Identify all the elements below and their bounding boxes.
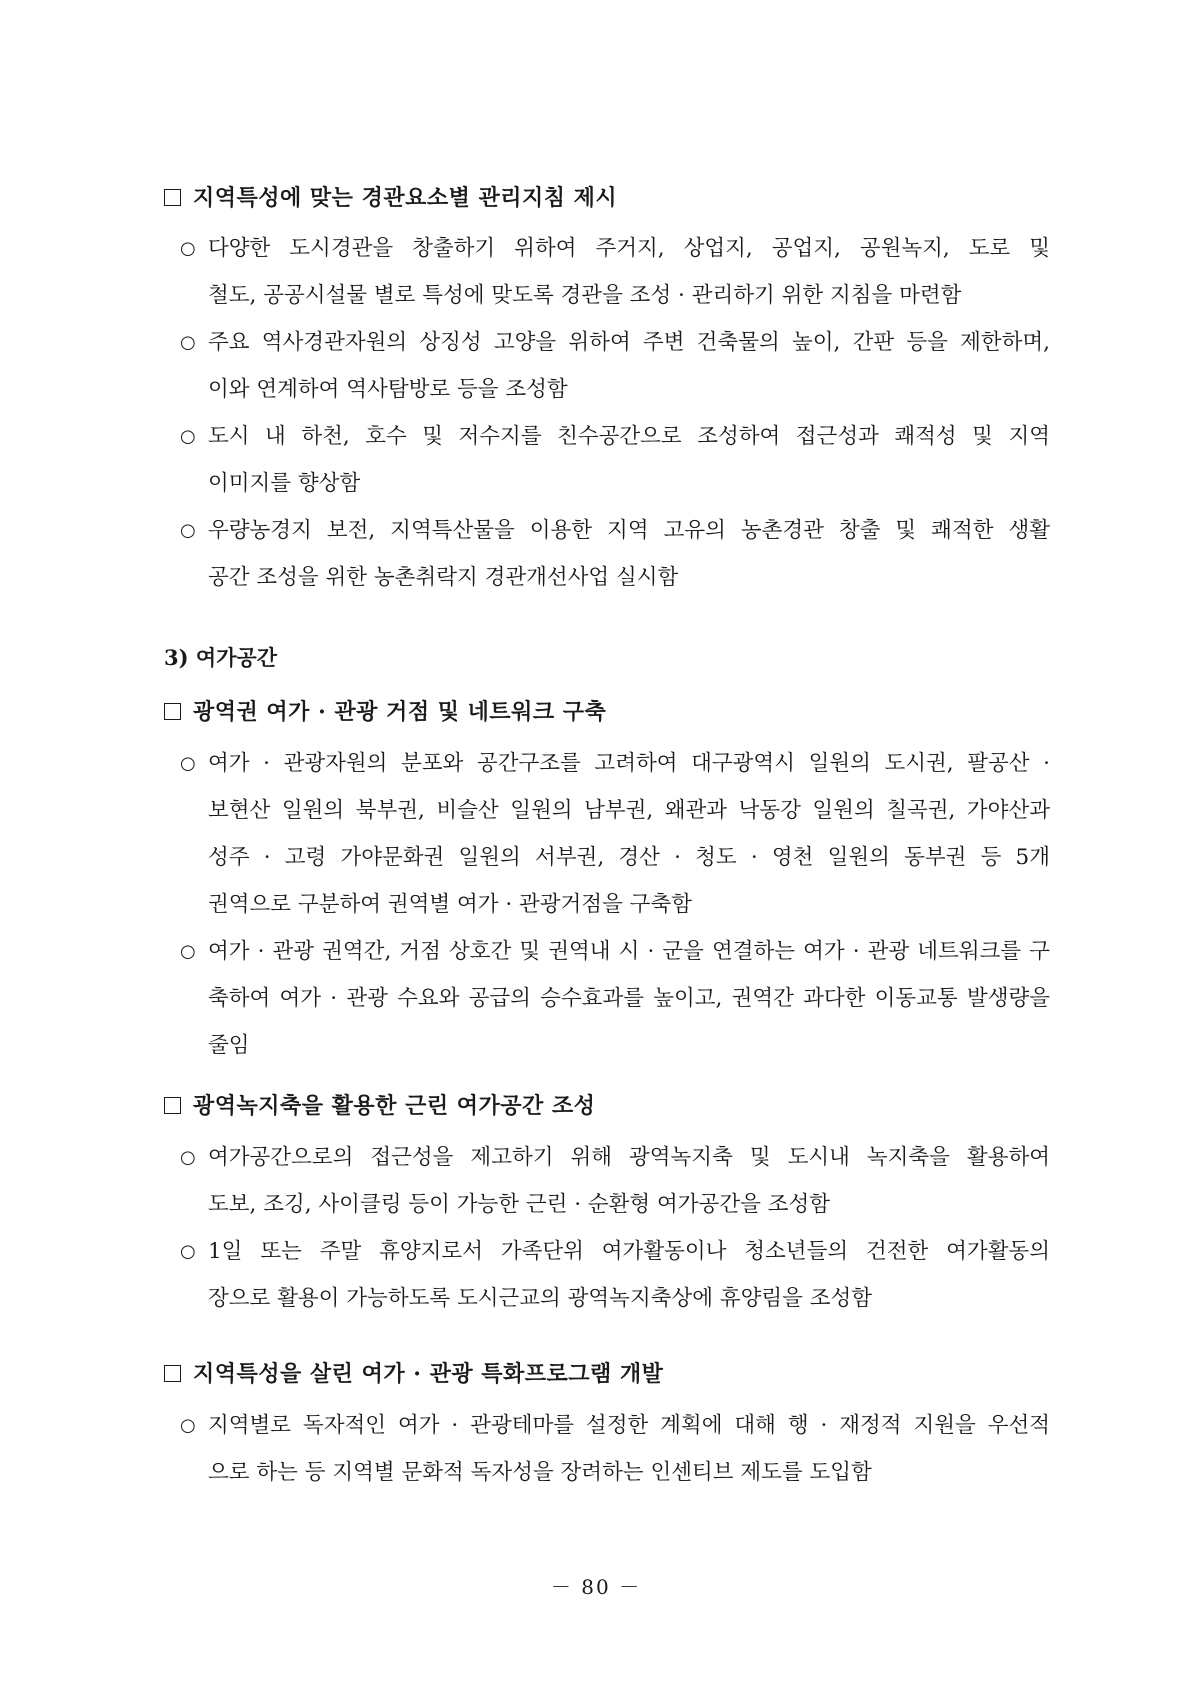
bullet-line: 장으로 활용이 가능하도록 도시근교의 광역녹지축상에 휴양림을 조성함 xyxy=(208,1286,873,1311)
bullet-line: 으로 하는 등 지역별 문화적 독자성을 장려하는 인센티브 제도를 도입함 xyxy=(208,1460,872,1485)
bullet-item xyxy=(180,1228,1050,1322)
section-heading-special-programs xyxy=(164,1359,663,1389)
bullet-line: 보현산 일원의 북부권, 비슬산 일원의 남부권, 왜관과 낙동강 일원의 칠곡권, 가야산과 xyxy=(208,798,1050,823)
bullet-line: 줄임 xyxy=(208,1033,250,1058)
bullet-item xyxy=(180,740,1050,928)
section-heading-text: 광역권 여가 · 관광 거점 및 네트워크 구축 xyxy=(193,699,607,725)
bullet-line: 우량농경지 보전, 지역특산물을 이용한 지역 고유의 농촌경관 창출 및 쾌적한 생활 xyxy=(208,518,1050,543)
bullet-line: 철도, 공공시설물 별로 특성에 맞도록 경관을 조성 · 관리하기 위한 지침을 마련함 xyxy=(208,283,962,308)
bullet-line: 여가 · 관광 권역간, 거점 상호간 및 권역내 시 · 군을 연결하는 여가 · 관광 네트워크를 구 xyxy=(208,939,1050,964)
bullet-item xyxy=(180,507,1050,601)
bullet-line: 공간 조성을 위한 농촌취락지 경관개선사업 실시함 xyxy=(208,565,679,590)
section-heading-text: 지역특성을 살린 여가 · 관광 특화프로그램 개발 xyxy=(193,1361,664,1387)
bullet-line: 축하여 여가 · 관광 수요와 공급의 승수효과를 높이고, 권역간 과다한 이동교통 발생량을 xyxy=(208,986,1050,1011)
bullet-circle-icon: ○ xyxy=(180,332,196,353)
bullet-item xyxy=(180,413,1050,507)
bullet-line: 도시 내 하천, 호수 및 저수지를 친수공간으로 조성하여 접근성과 쾌적성 및 지역 xyxy=(208,424,1050,449)
bullet-line: 이와 연계하여 역사탐방로 등을 조성함 xyxy=(208,377,568,402)
bullet-item xyxy=(180,319,1050,413)
bullet-item xyxy=(180,1134,1050,1228)
bullet-item xyxy=(180,1402,1050,1496)
subsection-title: 3) 여가공간 xyxy=(164,645,278,670)
bullet-line: 1일 또는 주말 휴양지로서 가족단위 여가활동이나 청소년들의 건전한 여가활동의 xyxy=(208,1239,1050,1264)
bullet-circle-icon: ○ xyxy=(180,941,196,962)
bullet-circle-icon: ○ xyxy=(180,238,196,259)
bullet-line: 여가공간으로의 접근성을 제고하기 위해 광역녹지축 및 도시내 녹지축을 활용하여 xyxy=(208,1145,1050,1170)
bullet-line: 여가 · 관광자원의 분포와 공간구조를 고려하여 대구광역시 일원의 도시권, 팔공산 · xyxy=(208,751,1050,776)
section-heading-leisure-network xyxy=(164,697,606,727)
bullet-line: 성주 · 고령 가야문화권 일원의 서부권, 경산 · 청도 · 영천 일원의 동부권 등 5개 xyxy=(208,845,1050,870)
section-heading-text: 지역특성에 맞는 경관요소별 관리지침 제시 xyxy=(193,185,618,211)
checkbox-square-icon xyxy=(164,1097,181,1114)
bullet-circle-icon: ○ xyxy=(180,1241,196,1262)
bullet-line: 주요 역사경관자원의 상징성 고양을 위하여 주변 건축물의 높이, 간판 등을 제한하며, xyxy=(208,330,1050,355)
checkbox-square-icon xyxy=(164,1365,181,1382)
bullet-line: 이미지를 향상함 xyxy=(208,471,361,496)
bullet-circle-icon: ○ xyxy=(180,426,196,447)
bullet-circle-icon: ○ xyxy=(180,520,196,541)
page-number: － 80 － xyxy=(550,1575,642,1599)
bullet-item xyxy=(180,225,1050,319)
section-heading-landscape-guidelines xyxy=(164,183,617,213)
checkbox-square-icon xyxy=(164,189,181,206)
bullet-circle-icon: ○ xyxy=(180,1147,196,1168)
bullet-line: 다양한 도시경관을 창출하기 위하여 주거지, 상업지, 공업지, 공원녹지, 도로 및 xyxy=(208,236,1050,261)
bullet-line: 도보, 조깅, 사이클링 등이 가능한 근린 · 순환형 여가공간을 조성함 xyxy=(208,1192,831,1217)
bullet-item xyxy=(180,928,1050,1069)
bullet-line: 지역별로 독자적인 여가 · 관광테마를 설정한 계획에 대해 행 · 재정적 지원을 우선적 xyxy=(208,1413,1050,1438)
section-heading-text: 광역녹지축을 활용한 근린 여가공간 조성 xyxy=(193,1093,596,1119)
bullet-circle-icon: ○ xyxy=(180,753,196,774)
bullet-circle-icon: ○ xyxy=(180,1415,196,1436)
checkbox-square-icon xyxy=(164,703,181,720)
section-heading-green-axis xyxy=(164,1091,595,1121)
bullet-line: 권역으로 구분하여 권역별 여가 · 관광거점을 구축함 xyxy=(208,892,692,917)
